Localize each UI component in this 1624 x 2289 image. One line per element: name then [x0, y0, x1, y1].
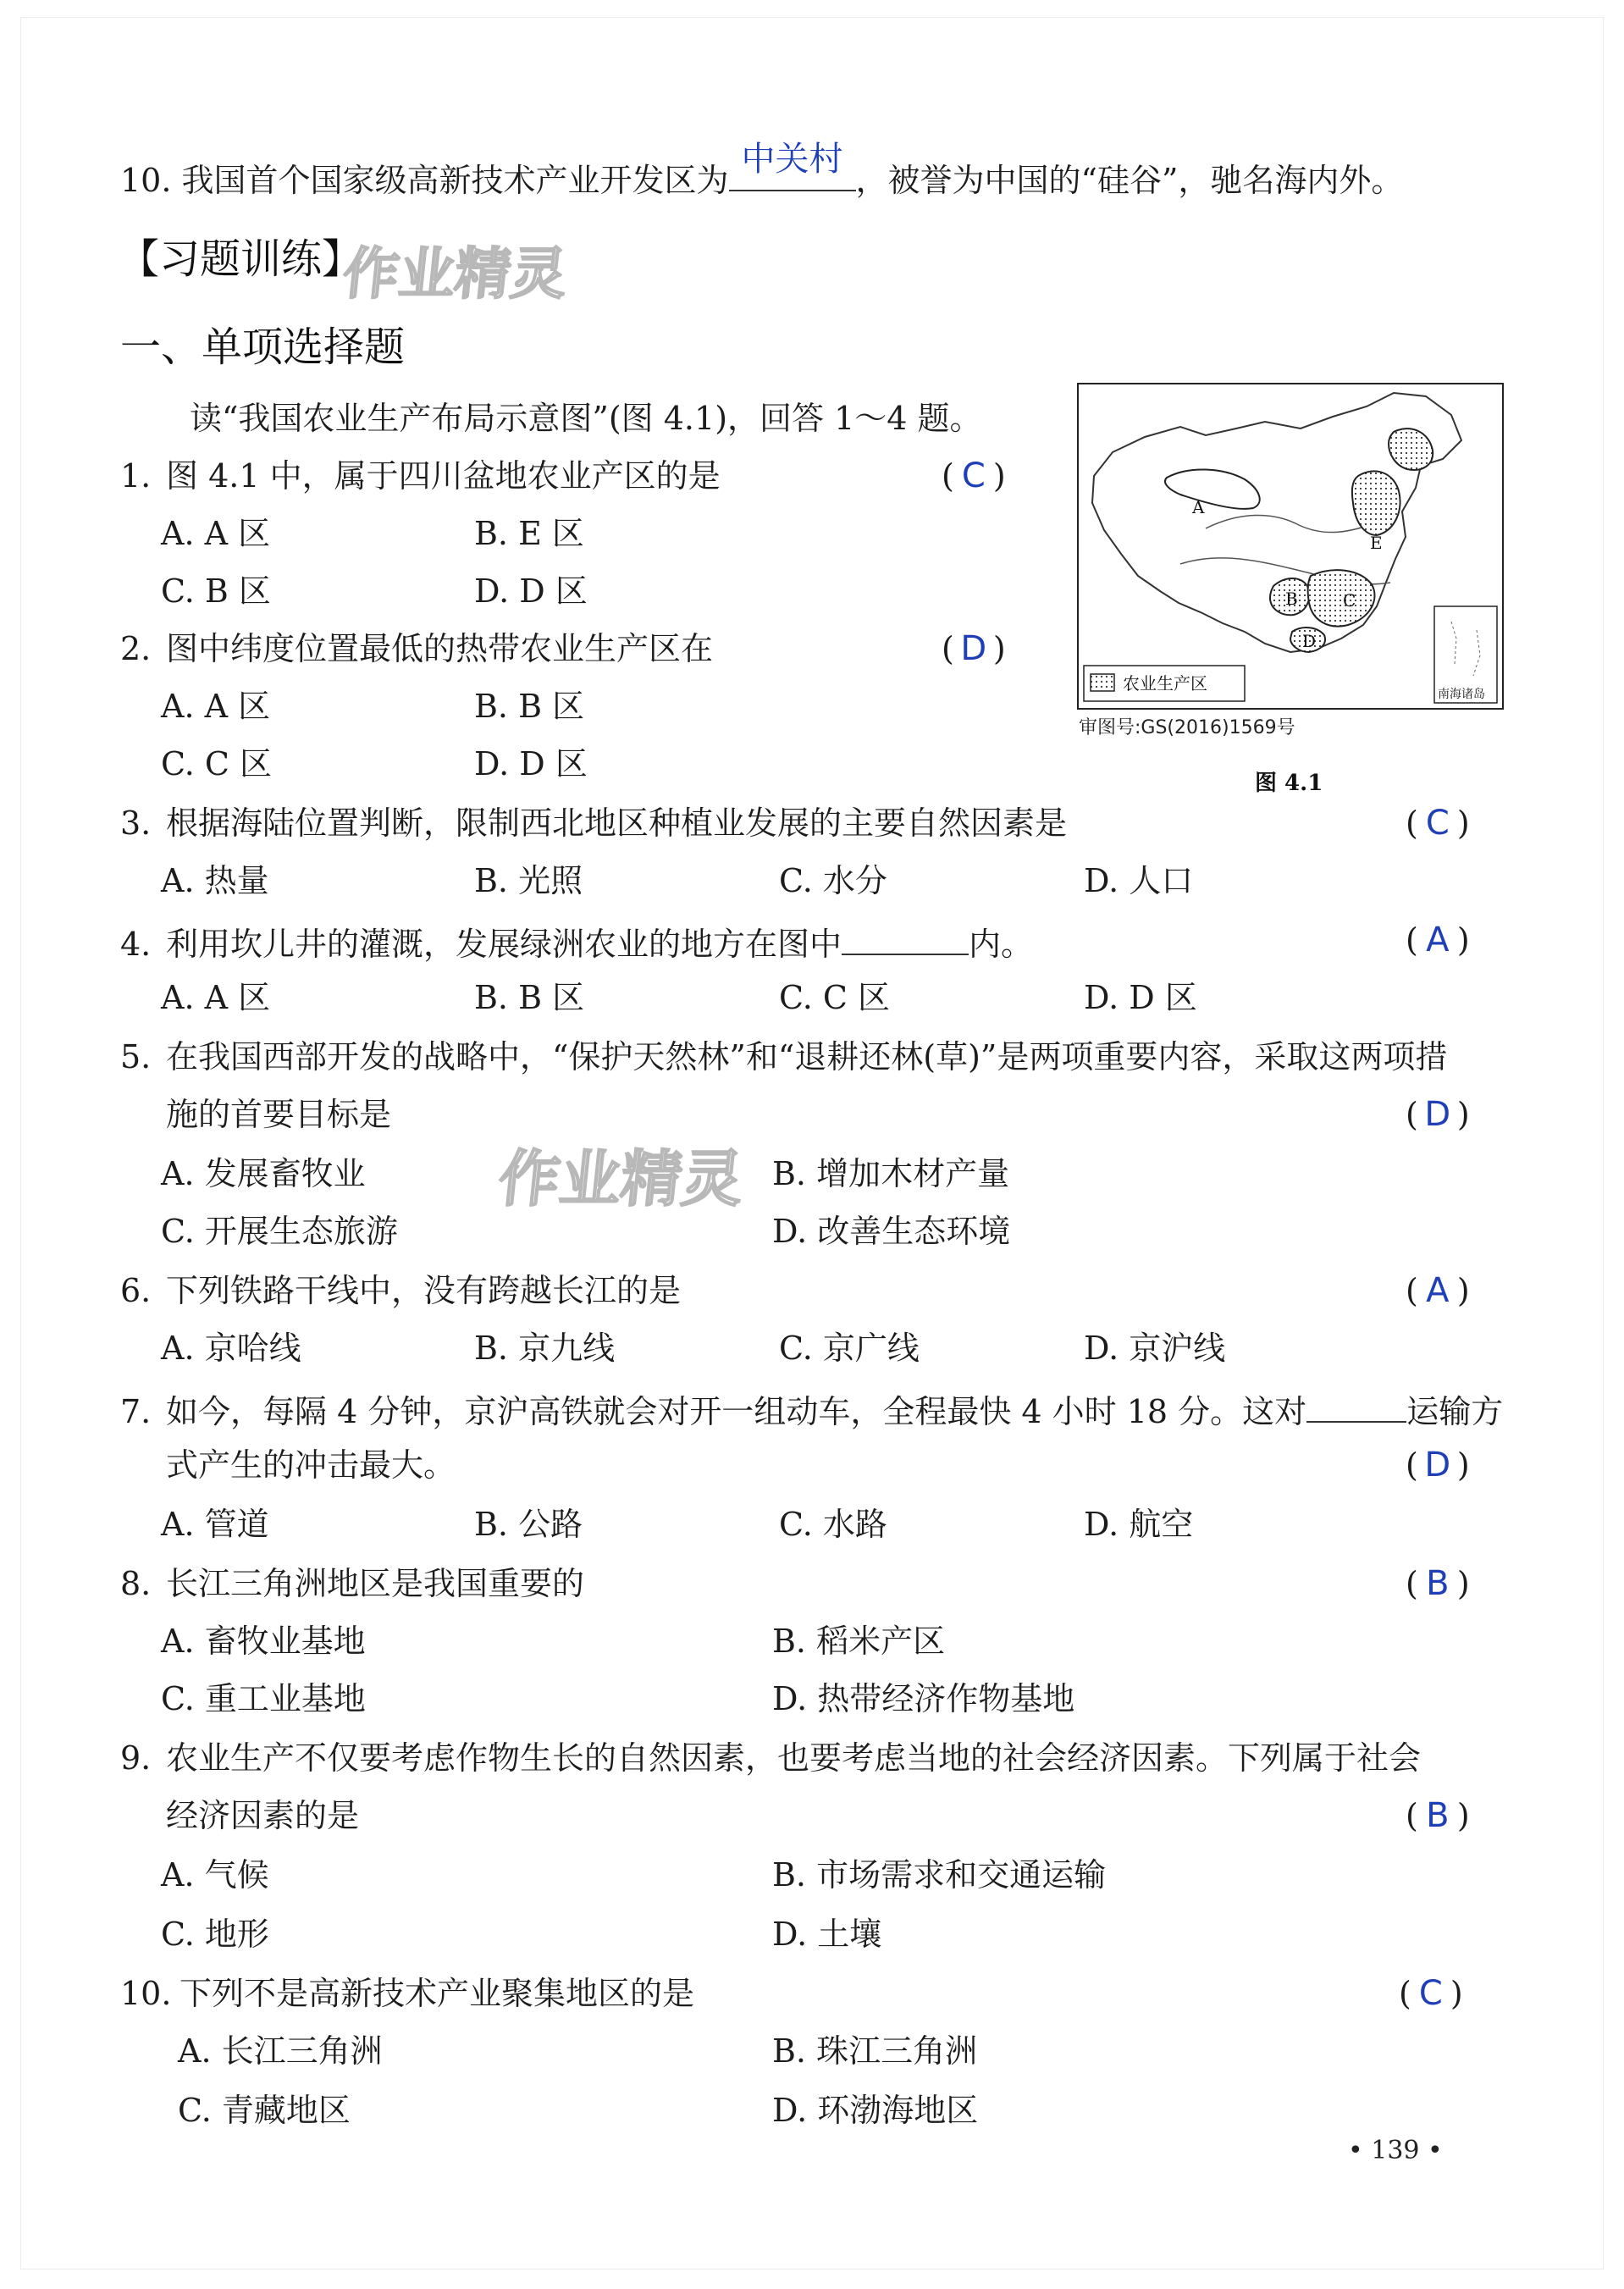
question-7-blank [1306, 1384, 1406, 1423]
map-label-e: E [1370, 533, 1383, 553]
map-label-a: A [1192, 497, 1205, 517]
answer-close-paren: ) [992, 630, 1006, 667]
question-9-stem [120, 1734, 1421, 1782]
watermark-logo-center: 作业精灵 [494, 1143, 747, 1214]
question-5-stem-line2: 施的首要目标是 [166, 1096, 392, 1133]
question-1-option-a: A. A 区 [161, 515, 271, 552]
question-4-text-before: 利用坎儿井的灌溉，发展绿洲农业的地方在图中 [166, 926, 842, 963]
answer-close-paren: ) [1450, 1975, 1463, 2012]
question-1-option-c: C. B 区 [161, 572, 271, 610]
question-10-stem [120, 1970, 694, 2017]
question-8-number: 8. [120, 1565, 152, 1602]
figure-label: 图 4.1 [1255, 771, 1323, 796]
question-8-text: 长江三角洲地区是我国重要的 [166, 1565, 585, 1602]
map-label-b: B [1285, 589, 1298, 609]
answer-letter: B [1426, 1796, 1450, 1835]
question-7-option-c: C. 水路 [779, 1506, 887, 1543]
question-2-option-d: D. D 区 [474, 745, 588, 782]
question-7-number: 7. [120, 1393, 152, 1430]
question-4-option-d: D. D 区 [1084, 979, 1197, 1016]
top-question-text-after: ，被誉为中国的“硅谷”，驰名海内外。 [855, 162, 1404, 199]
question-2-number: 2. [120, 630, 152, 667]
answer-letter: A [1426, 921, 1450, 959]
china-map [1079, 384, 1502, 708]
question-6-number: 6. [120, 1272, 152, 1309]
top-question-text-before: 我国首个国家级高新技术产业开发区为 [181, 162, 729, 199]
question-7-option-d: D. 航空 [1084, 1506, 1194, 1543]
question-5-number: 5. [120, 1038, 152, 1075]
agriculture-map-figure [1077, 383, 1504, 710]
question-2-option-c: C. C 区 [161, 745, 273, 782]
question-2-text: 图中纬度位置最低的热带农业生产区在 [166, 630, 714, 667]
answer-open-paren: ( [1406, 1565, 1418, 1602]
answer-close-paren: ) [1456, 921, 1470, 959]
question-9-option-d: D. 土壤 [772, 1916, 882, 1953]
question-10-text: 下列不是高新技术产业聚集地区的是 [180, 1975, 695, 2012]
watermark-logo: 作业精灵 [340, 241, 571, 307]
question-10-option-b: B. 珠江三角洲 [772, 2032, 978, 2070]
question-8-answer [1406, 1560, 1470, 1607]
question-3-stem [120, 799, 1067, 847]
question-4-option-b: B. B 区 [474, 979, 585, 1016]
section-title: 一、单项选择题 [120, 323, 406, 371]
map-label-c: C [1343, 590, 1356, 611]
question-1-answer [942, 452, 1006, 500]
question-8-option-c: C. 重工业基地 [161, 1680, 366, 1717]
question-6-option-d: D. 京沪线 [1084, 1330, 1226, 1367]
question-4-blank [842, 916, 969, 955]
top-question [120, 140, 1404, 204]
question-6-option-a: A. 京哈线 [161, 1330, 301, 1367]
top-question-number: 10. [120, 162, 172, 199]
question-10-option-a: A. 长江三角洲 [178, 2032, 383, 2070]
question-1-number: 1. [120, 457, 152, 495]
answer-letter: A [1426, 1271, 1450, 1310]
question-7-option-b: B. 公路 [474, 1506, 583, 1543]
training-heading: 【习题训练】 [119, 235, 363, 283]
answer-letter: D [960, 629, 987, 668]
question-7-answer [1406, 1441, 1470, 1489]
answer-open-paren: ( [942, 457, 954, 495]
question-8-stem [120, 1560, 584, 1607]
question-7-text-after: 运输方 [1406, 1393, 1504, 1430]
answer-open-paren: ( [1406, 1797, 1418, 1834]
answer-open-paren: ( [1399, 1975, 1411, 2012]
question-4-number: 4. [120, 926, 152, 963]
handwritten-answer: 中关村 [741, 140, 843, 179]
legend-swatch [1091, 674, 1114, 691]
question-6-option-b: B. 京九线 [474, 1330, 616, 1367]
question-8-option-d: D. 热带经济作物基地 [772, 1680, 1075, 1717]
question-7-stem [120, 1384, 1503, 1435]
question-3-text: 根据海陆位置判断，限制西北地区种植业发展的主要自然因素是 [166, 804, 1068, 842]
question-5-option-d: D. 改善生态环境 [772, 1213, 1011, 1250]
question-4-text-after: 内。 [969, 926, 1034, 963]
question-9-answer [1406, 1792, 1470, 1839]
question-9-text: 农业生产不仅要考虑作物生长的自然因素，也要考虑当地的社会经济因素。下列属于社会 [166, 1739, 1422, 1777]
question-5-answer [1406, 1091, 1470, 1138]
question-5-text: 在我国西部开发的战略中，“保护天然林”和“退耕还林(草)”是两项重要内容，采取这两项措 [166, 1038, 1448, 1075]
question-1-stem [120, 452, 721, 500]
answer-close-paren: ) [1456, 1446, 1470, 1484]
answer-close-paren: ) [992, 457, 1006, 495]
question-8-option-b: B. 稻米产区 [772, 1623, 946, 1660]
answer-letter: C [1418, 1974, 1443, 2013]
question-5-option-c: C. 开展生态旅游 [161, 1213, 398, 1250]
question-3-number: 3. [120, 804, 152, 842]
intro-text: 读“我国农业生产布局示意图”(图 4.1)，回答 1～4 题。 [190, 400, 982, 437]
answer-letter: C [1425, 804, 1450, 843]
question-4-option-a: A. A 区 [161, 979, 271, 1016]
question-2-option-a: A. A 区 [161, 688, 271, 725]
question-2-answer [942, 625, 1006, 672]
question-3-option-a: A. 热量 [161, 862, 269, 899]
answer-close-paren: ) [1456, 1565, 1470, 1602]
question-4-stem [120, 916, 1033, 968]
legend-label: 农业生产区 [1123, 673, 1207, 694]
question-10-option-d: D. 环渤海地区 [772, 2092, 979, 2129]
answer-close-paren: ) [1456, 1272, 1470, 1309]
answer-open-paren: ( [942, 630, 954, 667]
question-10-option-c: C. 青藏地区 [178, 2092, 351, 2129]
question-9-stem-line2: 经济因素的是 [166, 1797, 360, 1834]
question-10-number: 10. [120, 1975, 172, 2012]
answer-letter: C [961, 456, 986, 495]
question-3-answer [1406, 799, 1470, 847]
question-1-option-d: D. D 区 [474, 572, 588, 610]
answer-open-paren: ( [1406, 1096, 1418, 1133]
question-3-option-d: D. 人口 [1084, 862, 1194, 899]
map-label-d: D [1302, 631, 1317, 651]
question-1-option-b: B. E 区 [474, 515, 584, 552]
answer-open-paren: ( [1406, 1446, 1418, 1484]
answer-letter: B [1426, 1564, 1450, 1603]
answer-blank [729, 140, 856, 191]
question-3-option-b: B. 光照 [474, 862, 583, 899]
answer-close-paren: ) [1456, 804, 1470, 842]
question-9-number: 9. [120, 1739, 152, 1777]
question-6-answer [1406, 1267, 1470, 1314]
question-4-answer [1406, 916, 1470, 964]
answer-open-paren: ( [1406, 804, 1418, 842]
question-6-text: 下列铁路干线中，没有跨越长江的是 [166, 1272, 682, 1309]
question-6-stem [120, 1267, 681, 1314]
answer-close-paren: ) [1456, 1797, 1470, 1834]
question-10-answer [1399, 1970, 1463, 2017]
question-7-option-a: A. 管道 [161, 1506, 269, 1543]
question-1-text: 图 4.1 中，属于四川盆地农业产区的是 [166, 457, 721, 495]
question-9-option-c: C. 地形 [161, 1916, 269, 1953]
answer-letter: D [1424, 1446, 1451, 1485]
question-9-option-a: A. 气候 [161, 1856, 269, 1894]
question-8-option-a: A. 畜牧业基地 [161, 1623, 366, 1660]
answer-open-paren: ( [1406, 921, 1418, 959]
question-7-text-before: 如今，每隔 4 分钟，京沪高铁就会对开一组动车，全程最快 4 小时 18 分。这对 [166, 1393, 1307, 1430]
question-9-option-b: B. 市场需求和交通运输 [772, 1856, 1107, 1894]
question-7-stem-line2: 式产生的冲击最大。 [166, 1446, 456, 1484]
answer-close-paren: ) [1456, 1096, 1470, 1133]
map-approval-number: 审图号:GS(2016)1569号 [1079, 717, 1295, 738]
question-2-option-b: B. B 区 [474, 688, 585, 725]
question-2-stem [120, 625, 713, 672]
question-6-option-c: C. 京广线 [779, 1330, 920, 1367]
question-4-option-c: C. C 区 [779, 979, 891, 1016]
question-5-option-b: B. 增加木材产量 [772, 1155, 1010, 1192]
answer-letter: D [1424, 1095, 1451, 1134]
page-number: • 139 • [1348, 2136, 1443, 2165]
inset-label: 南海诸岛 [1438, 688, 1485, 701]
question-3-option-c: C. 水分 [779, 862, 887, 899]
question-5-stem [120, 1033, 1447, 1081]
answer-open-paren: ( [1406, 1272, 1418, 1309]
question-5-option-a: A. 发展畜牧业 [161, 1155, 366, 1192]
